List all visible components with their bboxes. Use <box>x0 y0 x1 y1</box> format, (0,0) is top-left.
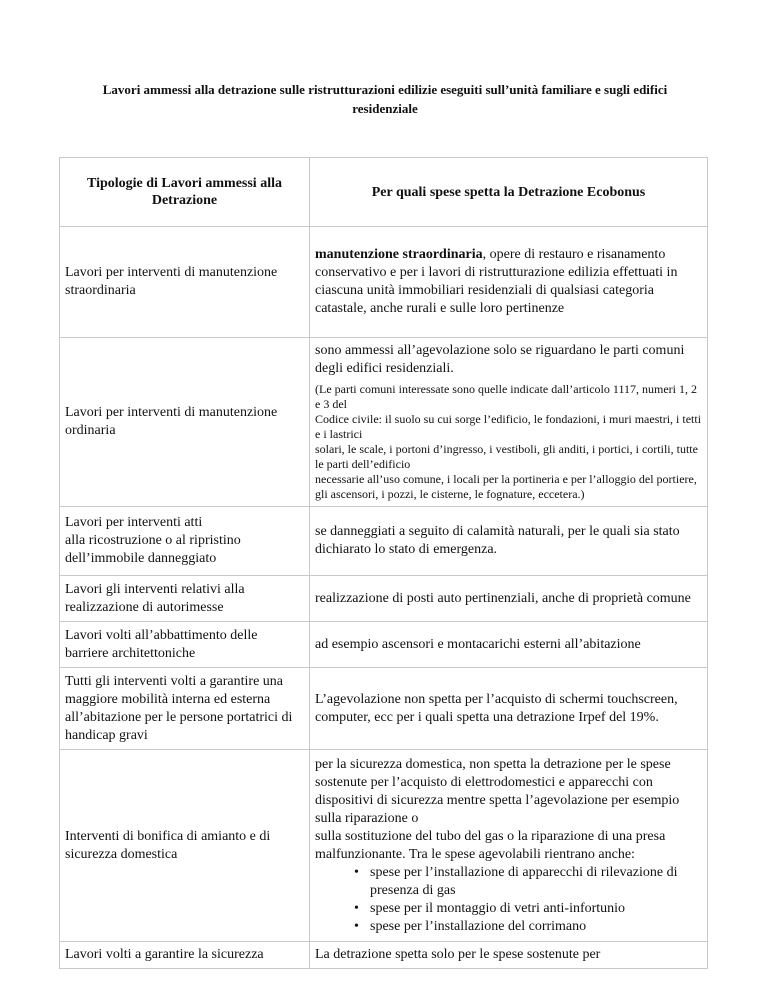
table-row <box>60 227 708 338</box>
deductions-table <box>59 157 708 969</box>
row-right-text: sulla sostituzione del tubo del gas o la riparazione di una presa malfunzionante. Tra le spese agevolabili rientrano anche: <box>315 828 666 862</box>
row-right-text: per la sicurezza domestica, non spetta la detrazione per le spese sostenute per l’acquisto di elettrodomestici e apparecchi con dispositivi di sicurezza mentre spetta l’agevolazione per esempio sulla riparazione o <box>315 756 680 826</box>
row-left-cell: Lavori volti all’abbattimento delle barriere architettoniche <box>60 622 310 668</box>
note-line: gli ascensori, i pozzi, le cisterne, le fognature, eccetera.) <box>315 487 585 501</box>
row-right-text: , opere di restauro e risanamento conservativo e per i lavori di ristrutturazione edilizia effettuati in ciascuna unità immobiliari residenziali di qualsiasi categoria catastale, anche rurali e sulle loro pertinenze <box>315 247 678 316</box>
left-line: alla ricostruzione o al ripristino <box>65 533 241 548</box>
row-left-cell: Tutti gli interventi volti a garantire una maggiore mobilità interna ed esterna all’abitazione per le persone portatrici di handicap gravi <box>60 668 310 750</box>
row-right-cell <box>310 227 708 338</box>
table-row <box>60 668 708 750</box>
page-title: Lavori ammessi alla detrazione sulle ristrutturazioni edilizie eseguiti sull’unità familiare e sugli edifici residenziale <box>102 82 668 116</box>
row-right-cell: ad esempio ascensori e montacarichi esterni all’abitazione <box>310 622 708 668</box>
bullet-list <box>315 864 702 936</box>
header-work-types: Tipologie di Lavori ammessi alla Detrazione <box>60 158 310 227</box>
table-row <box>60 507 708 576</box>
row-right-text: sono ammessi all’agevolazione solo se riguardano le parti comuni degli edifici residenziali. <box>315 343 685 376</box>
table-row <box>60 576 708 622</box>
row-left-cell <box>60 507 310 576</box>
table-row <box>60 622 708 668</box>
row-right-cell: La detrazione spetta solo per le spese sostenute per <box>310 942 708 969</box>
row-right-cell: realizzazione di posti auto pertinenziali, anche di proprietà comune <box>310 576 708 622</box>
table-row <box>60 338 708 507</box>
row-left-cell: Interventi di bonifica di amianto e di sicurezza domestica <box>60 750 310 942</box>
row-right-cell <box>310 750 708 942</box>
row-right-cell <box>310 338 708 507</box>
table-header-row <box>60 158 708 227</box>
left-line: Lavori per interventi atti <box>65 515 203 530</box>
bold-term: manutenzione straordinaria <box>315 247 483 262</box>
note-line: necessarie all’uso comune, i locali per la portineria e per l’alloggio del portiere, <box>315 472 697 486</box>
row-left-cell: Lavori gli interventi relativi alla realizzazione di autorimesse <box>60 576 310 622</box>
legal-note <box>315 382 702 502</box>
left-line: dell’immobile danneggiato <box>65 551 217 566</box>
header-expenses: Per quali spese spetta la Detrazione Ecobonus <box>310 158 708 227</box>
row-left-cell: Lavori per interventi di manutenzione straordinaria <box>60 227 310 338</box>
row-left-cell: Lavori volti a garantire la sicurezza <box>60 942 310 969</box>
note-line: (Le parti comuni interessate sono quelle indicate dall’articolo 1117, numeri 1, 2 e 3 del <box>315 382 697 411</box>
list-item: • spese per il montaggio di vetri anti-infortunio <box>370 900 702 918</box>
list-item: • spese per l’installazione del corrimano <box>370 918 702 936</box>
note-line: solari, le scale, i portoni d’ingresso, i vestiboli, gli anditi, i portici, i cortili, tutte le parti dell’edificio <box>315 442 698 471</box>
note-line: Codice civile: il suolo su cui sorge l’edificio, le fondazioni, i muri maestri, i tetti e i lastrici <box>315 412 702 441</box>
table-row <box>60 750 708 942</box>
list-item: • spese per l’installazione di apparecchi di rilevazione di presenza di gas <box>370 864 702 900</box>
row-right-cell: se danneggiati a seguito di calamità naturali, per le quali sia stato dichiarato lo stato di emergenza. <box>310 507 708 576</box>
row-left-cell: Lavori per interventi di manutenzione ordinaria <box>60 338 310 507</box>
row-right-cell: L’agevolazione non spetta per l’acquisto di schermi touchscreen, computer, ecc per i quali spetta una detrazione Irpef del 19%. <box>310 668 708 750</box>
table-row <box>60 942 708 969</box>
